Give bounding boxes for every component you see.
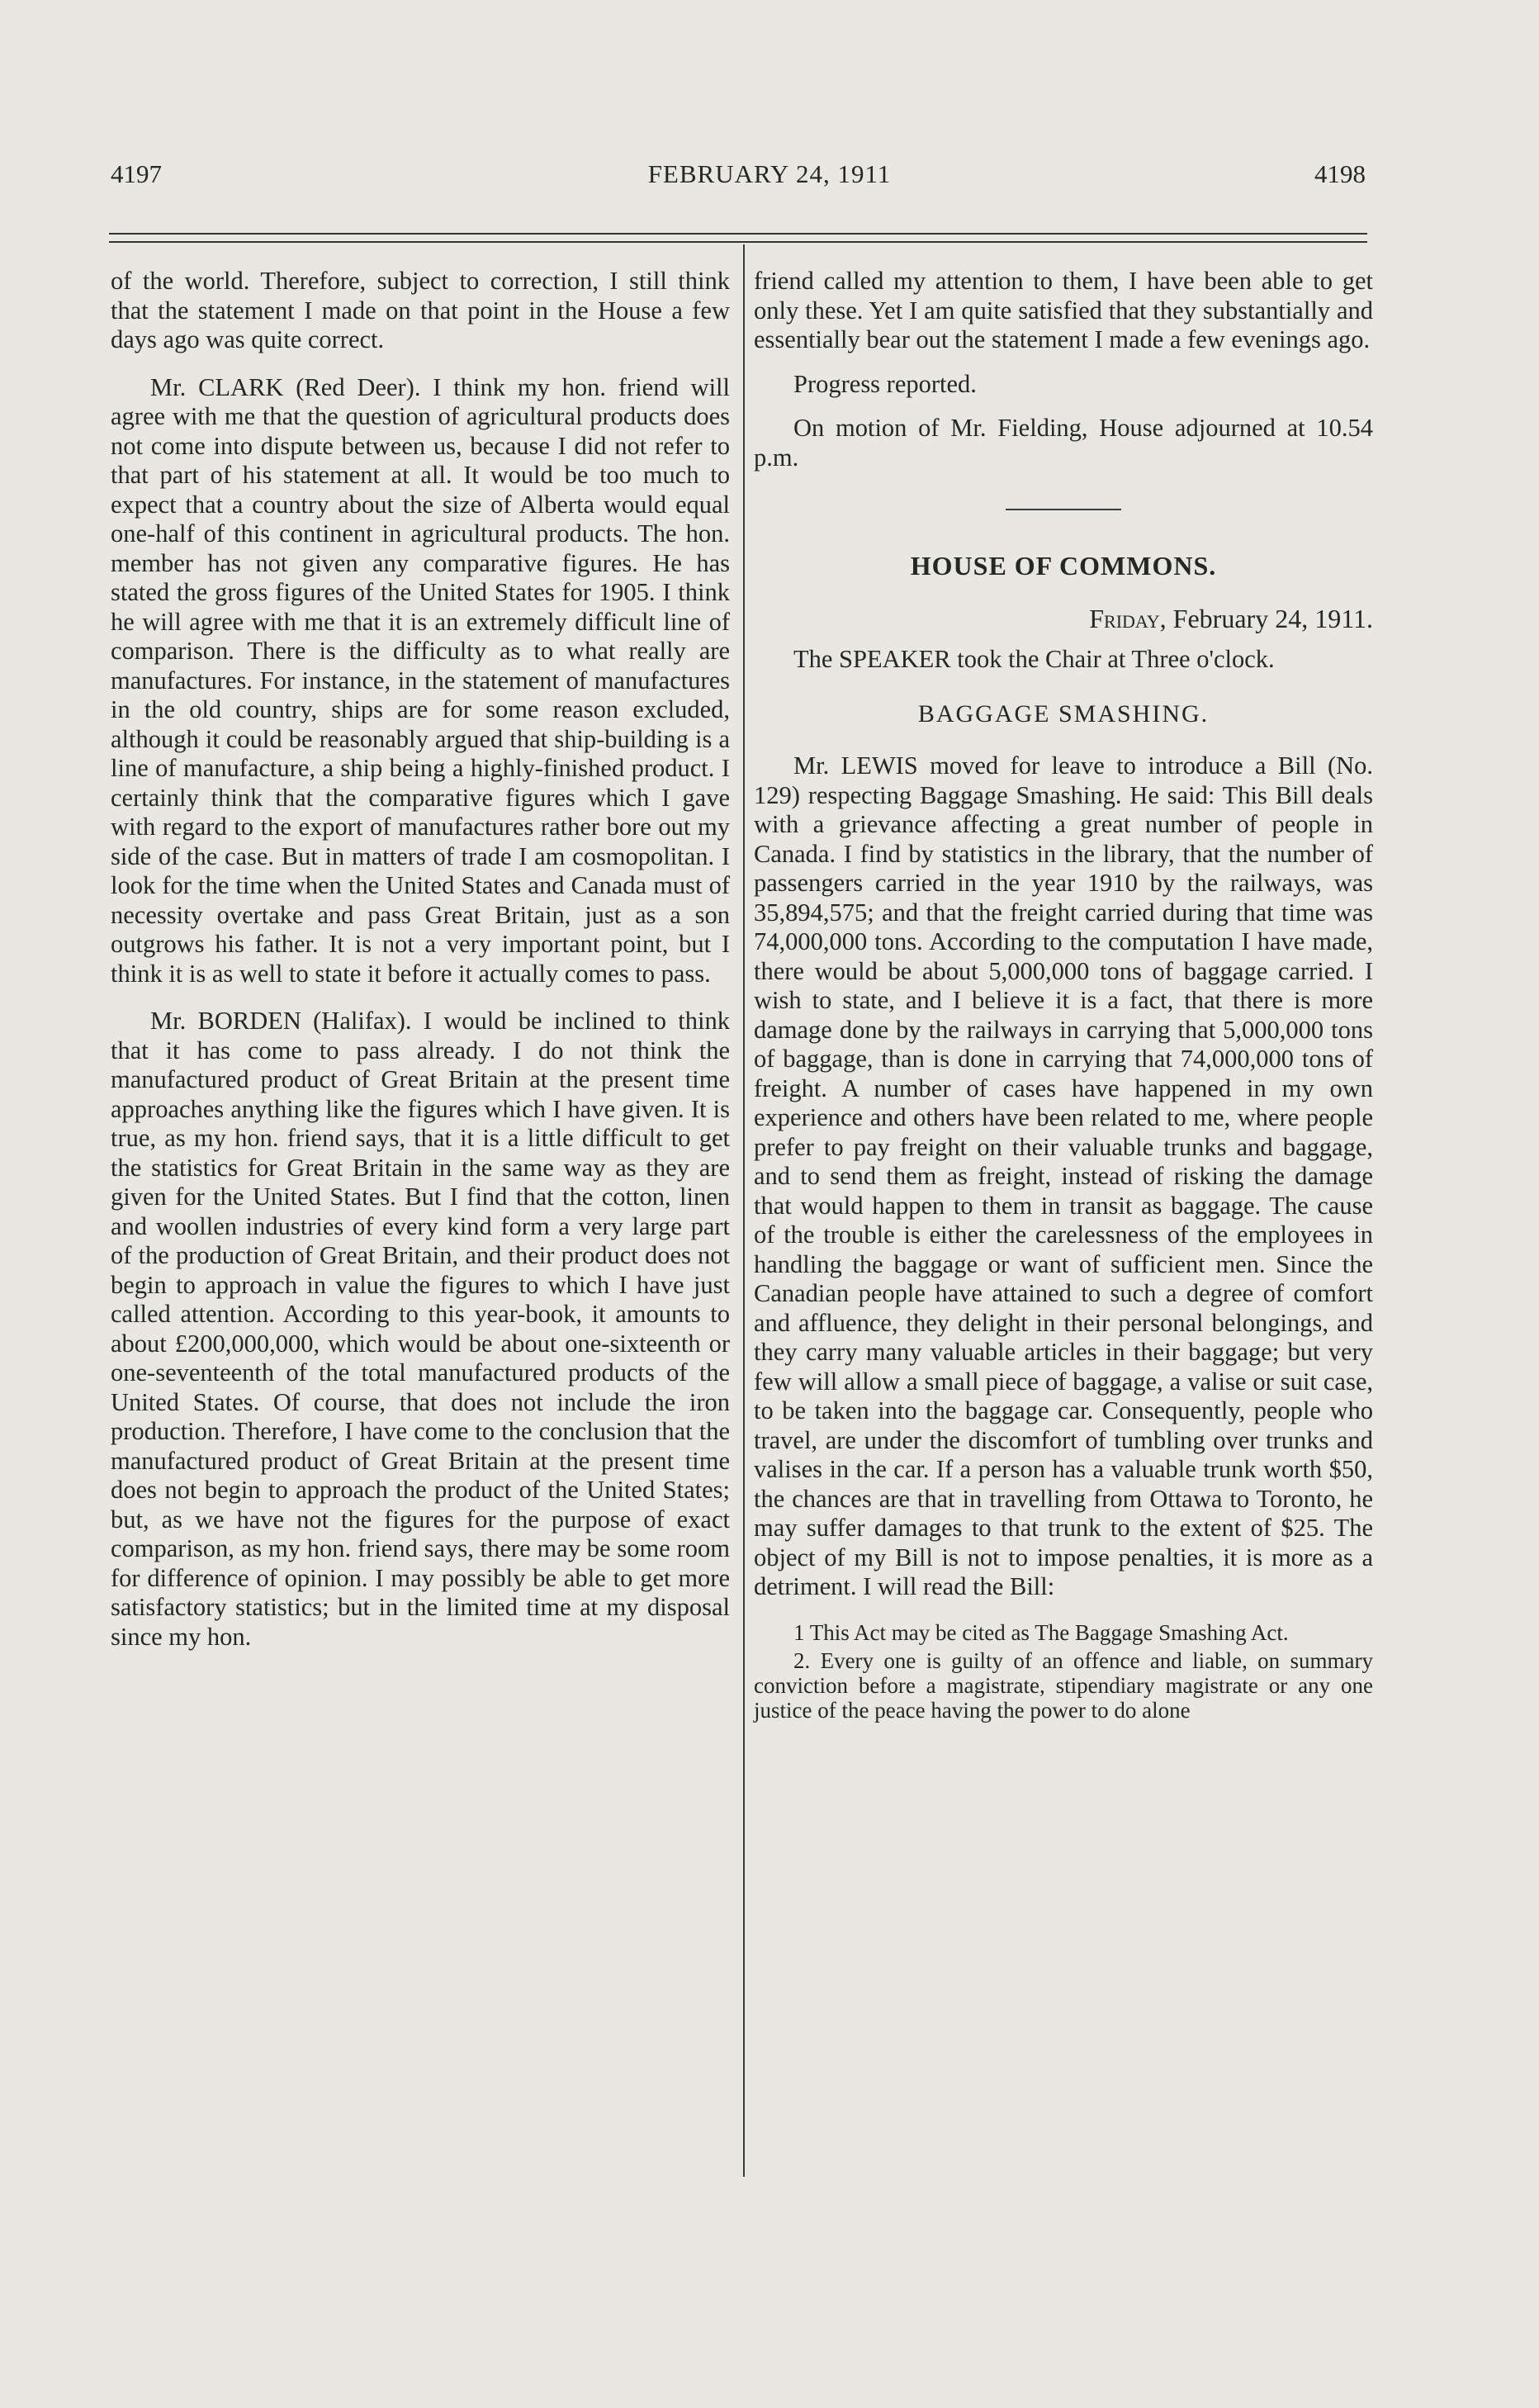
paragraph-continuation: of the world. Therefore, subject to correction, I still think that the statement I made on that point in the House a few days ago was quite correct.	[111, 267, 730, 353]
bill-section-2: 2. Every one is guilty of an offence and liable, on summary conviction before a magistrate, stipendiary magistrate or any one justice of the peace having the power to do alone	[754, 1647, 1373, 1723]
paragraph-continuation: friend called my attention to them, I have been able to get only these. Yet I am quite satisfied that they substantially and essentially bear out the statement I made a few evenings ago.	[754, 267, 1373, 353]
header-rule-top	[109, 233, 1367, 235]
right-column	[754, 267, 1373, 1726]
sitting-date	[754, 604, 1373, 634]
bill-text	[754, 1620, 1373, 1723]
progress-reported: Progress reported.	[793, 369, 977, 398]
speaker-paragraph: The SPEAKER took the Chair at Three o'clock.	[793, 645, 1275, 673]
paragraph-lewis: Mr. LEWIS moved for leave to introduce a Bill (No. 129) respecting Baggage Smashing. He said: This Bill deals with a grievance affecting a great number of people in Canada. I find by statistics in the library, that the number of passengers carried in the year 1910 by the railways, was 35,894,575; and that the freight carried during that time was 74,000,000 tons. According to the computation I have made, there would be about 5,000,000 tons of baggage carried. I wish to state, and I believe it is a fact, that there is more damage done by the railways in carrying that 5,000,000 tons of baggage, than is done in carrying that 74,000,000 tons of freight. A number of cases have happened in my own experience and others have been related to me, where people prefer to pay freight on their valuable trunks and baggage, and to send them as freight, instead of risking the damage that would happen to them in transit as baggage. The cause of the trouble is either the carelessness of the employees in handling the baggage or want of sufficient men. Since the Canadian people have attained to such a degree of comfort and affluence, they delight in their personal belongings, and they carry many valuable articles in their baggage; but very few will allow a small piece of baggage, a valise or suit case, to be taken into the baggage car. Consequently, people who travel, are under the discomfort of tumbling over trunks and valises in the car. If a person has a valuable trunk worth $50, the chances are that in travelling from Ottawa to Toronto, he may suffer damages to that trunk to the extent of $25. The object of my Bill is not to impose penalties, it is more as a detriment. I will read the Bill:	[754, 751, 1373, 1600]
page-number-left: 4197	[111, 159, 162, 188]
left-column	[111, 267, 730, 1670]
header-rule-bottom	[109, 241, 1367, 243]
header-date: FEBRUARY 24, 1911	[647, 159, 892, 188]
paragraph-borden: Mr. BORDEN (Halifax). I would be inclined to think that it has come to pass already. I do not think the manufactured product of Great Britain at the present time approaches anything like the figures which I have given. It is true, as my hon. friend says, that it is a little difficult to get the statistics for Great Britain in the same way as they are given for the United States. But I find that the cotton, linen and woollen industries of every kind form a very large part of the production of Great Britain, and their product does not begin to approach in value the figures to which I have just called attention. According to this year-book, it amounts to about £200,000,000, which would be about one-sixteenth or one-seventeenth of the total manufactured products of the United States. Of course, that does not include the iron production. Therefore, I have come to the conclusion that the manufactured product of Great Britain at the present time does not begin to approach the product of the United States; but, as we have not the figures for the purpose of exact comparison, as my hon. friend says, there may be some room for difference of opinion. I may possibly be able to get more satisfactory statistics; but in the limited time at my disposal since my hon.	[111, 1007, 730, 1651]
adjournment: On motion of Mr. Fielding, House adjourned at 10.54 p.m.	[754, 414, 1373, 472]
paragraph-clark: Mr. CLARK (Red Deer). I think my hon. friend will agree with me that the question of agricultural products does not come into dispute between us, because I did not refer to that part of his statement at all. It would be too much to expect that a country about the size of Alberta would equal one-half of this continent in agricultural products. The hon. member has not given any comparative figures. He has stated the gross figures of the United States for 1905. I think he will agree with me that it is an extremely difficult line of comparison. There is the difficulty as to what really are manufactures. For instance, in the statement of manufactures in the old country, ships are for some reason excluded, although it could be reasonably argued that ship-building is a line of manufacture, a ship being a highly-finished product. I certainly think that the comparative figures which I gave with regard to the export of manufactures rather bore out my side of the case. But in matters of trade I am cosmopolitan. I look for the time when the United States and Canada must of necessity overtake and pass Great Britain, just as a son outgrows his father. It is not a very important point, but I think it is as well to state it before it actually comes to pass.	[111, 372, 730, 988]
column-divider	[743, 244, 745, 2177]
section-divider	[1006, 509, 1121, 510]
subhead-baggage: BAGGAGE SMASHING.	[917, 699, 1210, 728]
bill-section-1: 1 This Act may be cited as The Baggage Smashing Act.	[793, 1619, 1289, 1645]
section-title: HOUSE OF COMMONS.	[910, 551, 1217, 581]
sitting-day: Friday,	[1089, 603, 1167, 633]
page-number-right: 4198	[1314, 159, 1366, 188]
sitting-date-text: February 24, 1911.	[1172, 603, 1373, 633]
